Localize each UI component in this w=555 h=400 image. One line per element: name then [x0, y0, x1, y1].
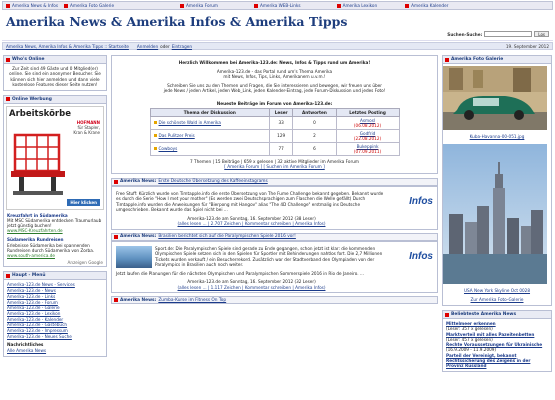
- whos-online-text: Zur Zeit sind 49 Gäste und 0 Mitglied(er) online. Sie sind ein anonymer Besucher. Sie können sich hier anmelden und dann viele kostenlose Features dieser Seite nutzen!: [9, 66, 101, 88]
- col-header: Antworten: [293, 108, 336, 116]
- menu-item[interactable]: Amerika-123.de - Kalender: [7, 316, 64, 322]
- news-label: Amerika News:: [120, 234, 157, 240]
- bullet-icon: [6, 4, 10, 8]
- topic-icon: [154, 134, 157, 137]
- search-button[interactable]: Los: [534, 31, 549, 37]
- popular-news-title: Beliebteste Amerika News: [451, 312, 517, 317]
- werbung-title: Online Werbung: [12, 96, 52, 102]
- topic-icon: [154, 121, 157, 124]
- forum-table: [150, 108, 400, 156]
- news-header: [111, 233, 438, 241]
- list-item-meta: (16.9.2009 - 11.9.2009): [446, 347, 497, 353]
- news-thumbnail[interactable]: [116, 246, 152, 268]
- popular-news-box: [442, 310, 552, 372]
- ad1-title[interactable]: Kreuzfahrt in Südamerika: [7, 212, 68, 218]
- news-more[interactable]: (alles lesen ... | 1.117 Zeichen | Kommentar schreiben | Amerika Infos): [177, 284, 326, 290]
- ads-by-google[interactable]: Anzeigen Google: [67, 260, 103, 266]
- menu-item[interactable]: Amerika-123.de - Galerie: [7, 305, 60, 311]
- main-menu-box: [3, 271, 107, 356]
- news-headline[interactable]: Erste Deutsche Übersetzung des Kaffeeinstagrams: [158, 179, 268, 185]
- list-item-meta: (Leser: 457 x gelesen): [446, 336, 493, 342]
- infos-logo: Infos: [409, 250, 433, 262]
- list-item[interactable]: Parteil der Vereinigt, bekannt Rechtssicherung des Zeigens in der Provinz Russland: [446, 352, 531, 369]
- topnav-forum[interactable]: Amerika Forum: [177, 2, 221, 9]
- menu-item[interactable]: Amerika-123.de - Links: [7, 293, 56, 299]
- news-text: Free Stuff: Kürzlich wurde von Timtapple.info die erste Übersetzung von The Fume Challenge bekannt gegeben. Bekannt wurde es durch die Serie "How I met your mother" (Es werden zwei Deutschsprachigen zum Flaschen die Welle gefällt) Durch Timtapple.info wurden die Anweisungen für "Bierpong mit Hangov" alias "The 4D Challenge" erstmalig ins Deutsche umgeschrieben. Bekannt wurde das Spiel nicht bei ...: [116, 190, 384, 213]
- last-post-date: (07.09.2011): [353, 148, 382, 154]
- last-post-date: (06.08.2012): [353, 122, 382, 128]
- ad-click-button[interactable]: Hier klicken: [67, 199, 100, 206]
- list-item[interactable]: Mittelmeer erkennen: [446, 321, 496, 326]
- answers-cell: 2: [293, 129, 336, 142]
- whos-online-title: Who's Online: [12, 57, 45, 62]
- news-label: Amerika News:: [120, 179, 157, 185]
- gallery-link[interactable]: Zur Amerika Foto-Galerie: [470, 297, 524, 302]
- current-date: 19. September 2012: [505, 43, 549, 49]
- readers-cell: 77: [270, 142, 293, 155]
- site-title[interactable]: Amerika News & Amerika Infos & Amerika Tipps: [6, 14, 348, 29]
- ad2-text: Erlebnisse Südamerika bei spannenden Rundreisen durch Südamerika von Zorba.: [7, 242, 95, 253]
- havana-car-photo[interactable]: [443, 66, 547, 130]
- photo-caption[interactable]: USA New York Skyline Oct 0028: [463, 288, 531, 293]
- answers-cell: 6: [293, 142, 336, 155]
- forum-latest-title: Neueste Beiträge im Forum von Amerika-123.de:: [216, 100, 333, 106]
- ad-title: Arbeitskörbe: [9, 108, 71, 119]
- news-item: [111, 241, 438, 294]
- bullet-icon: [254, 4, 258, 8]
- gallery-title: Amerika Foto Galerie: [451, 57, 504, 62]
- topnav-gallery[interactable]: Amerika Foto Galerie: [61, 2, 117, 9]
- breadcrumb-path[interactable]: Amerika News, Amerika Infos & Amerika Tipps :: Startseite: [6, 43, 129, 49]
- col-header: Letztes Posting: [336, 108, 399, 116]
- menu-item[interactable]: Amerika-123.de - Impressum: [7, 328, 68, 334]
- right-sidebar: [442, 55, 552, 376]
- bullet-icon: [180, 4, 184, 8]
- news-header: [111, 178, 438, 186]
- ad-sub1: für Stapler,: [77, 124, 100, 130]
- menu-item[interactable]: Amerika-123.de - Neues Suche: [7, 333, 72, 339]
- ad-brand: HOFMANN: [76, 119, 100, 125]
- welcome-line-4: jede News / jeden Artikel, jeden Web_Link, jeden Kalender-Eintrag, jede Forum-Diskussion und jedes Foto!: [163, 88, 386, 94]
- ad2-url[interactable]: www.south-america.de: [7, 253, 55, 259]
- ad-sub2: Kran & Krane: [73, 129, 100, 135]
- work-basket-image: [11, 129, 67, 197]
- topic-link[interactable]: Die schönste Wald in Amerika: [158, 120, 221, 126]
- menu-subheading: Nachrichtliches: [7, 342, 44, 348]
- site-header: [2, 11, 553, 41]
- news-footer: Amerika-123.de am Sonntag, 16. September 2012 (32 Leser): [187, 279, 316, 285]
- infos-logo: Infos: [409, 195, 433, 207]
- col-header: Thema der Diskussion: [150, 108, 270, 116]
- bullet-icon: [114, 180, 118, 184]
- login-link[interactable]: Anmelden: [136, 43, 159, 49]
- last-post-user[interactable]: Godfrid: [359, 130, 376, 136]
- readers-cell: 33: [270, 116, 293, 129]
- list-item[interactable]: Marktverteil mit alles Pazeitenbetten: [446, 331, 535, 337]
- table-row: [150, 116, 399, 129]
- bullet-icon: [445, 313, 449, 317]
- topic-link[interactable]: Das Pulitzer Preis: [158, 133, 195, 139]
- search-input[interactable]: [484, 31, 532, 37]
- news-headline[interactable]: Brasilien berichtet sich auf die Paralympischen Spiele 2016 vor!: [158, 234, 296, 240]
- welcome-line-3: Schreiben Sie uns zu den Themen und Fragen, die Sie interessieren und bewegen, wir freuen uns über: [167, 82, 382, 88]
- ad-text-1[interactable]: [4, 212, 106, 235]
- menu-item[interactable]: Amerika-123.de News - Services: [7, 282, 75, 288]
- forum-table-header: [150, 108, 399, 116]
- news-footer: Amerika-123.de am Sonntag, 16. September 2012 (38 Leser): [187, 215, 316, 221]
- topnav-kalender[interactable]: Amerika Kalender: [402, 2, 451, 9]
- bullet-icon: [114, 235, 118, 239]
- menu-item[interactable]: Amerika-123.de - Gästebuch: [7, 322, 68, 328]
- col-header: Leser: [270, 108, 293, 116]
- table-row: [150, 129, 399, 142]
- bullet-icon: [114, 298, 118, 302]
- welcome-line-2: mit News, Infos, Tips, Links, Amerikanern u.v.m.!: [223, 74, 326, 80]
- main-menu-list: [4, 280, 106, 355]
- forum-stats: 7 Themen | 15 Beiträge | 659 x gelesen | 32 aktive Mitglieder im Amerika Forum: [190, 158, 359, 164]
- main-menu-title: Haupt - Menü: [12, 273, 46, 279]
- search-form: [447, 31, 549, 37]
- register-link[interactable]: Eintragen: [171, 43, 192, 49]
- list-item-meta: (Leser: 357 x gelesen): [446, 326, 493, 332]
- left-sidebar: [3, 55, 107, 361]
- news-header: [111, 296, 438, 304]
- welcome-box: [111, 55, 438, 174]
- news-more[interactable]: (alles lesen ... | 2.707 Zeichen | Kommentar schreiben | Amerika Infos): [177, 221, 326, 227]
- menu-item[interactable]: Amerika-123.de - Lexikon: [7, 310, 61, 316]
- or-text: oder: [160, 43, 170, 49]
- topic-link[interactable]: Cowboys: [158, 146, 178, 152]
- topnav-news[interactable]: Amerika News & Infos: [3, 2, 61, 9]
- menu-item[interactable]: Amerika-123.de - News: [7, 288, 56, 294]
- menu-item[interactable]: Amerika-123.de - Forum: [7, 299, 58, 305]
- last-post-user[interactable]: Asmosl: [360, 117, 376, 123]
- bullet-icon: [6, 97, 10, 101]
- topnav-weblinks[interactable]: Amerika WEB-Links: [251, 2, 304, 9]
- photo-caption[interactable]: Kuba-Havanna-00-051.jpg: [469, 134, 525, 139]
- answers-cell: 0: [293, 116, 336, 129]
- breadcrumb: [2, 42, 553, 50]
- menu-item[interactable]: Alle Amerika News: [7, 348, 47, 354]
- news-item: [111, 186, 438, 230]
- popular-news-list: [443, 319, 551, 371]
- bullet-icon: [6, 58, 10, 62]
- forum-links[interactable]: [ Amerika Forum ] [ Suchen im Amerika Forum ]: [224, 164, 325, 170]
- welcome-heading: Herzlich Willkommen bei Amerika-123.de: News, Infos & Tipps rund um Amerika!: [178, 60, 371, 65]
- whos-online-box: [3, 55, 107, 91]
- bullet-icon: [6, 274, 10, 278]
- news-text-2: Jetzt laufen die Planungen für die nächsten Olympischen und Paralympischen Sommerspiele 2016 in Rio de Janeiro. ...: [116, 270, 364, 276]
- ad-banner-arbeitskoerbe[interactable]: [6, 106, 104, 210]
- ad1-url[interactable]: www.MSC-Kreuzfahrten.de: [7, 228, 63, 234]
- ad-text-2[interactable]: [4, 236, 106, 259]
- bullet-icon: [64, 4, 68, 8]
- main-content: [111, 55, 438, 304]
- ad1-text: Mit MSC Südamerika entdecken Traumurlaub jetzt günstig buchen!: [7, 217, 102, 229]
- gallery-box: [442, 55, 552, 306]
- werbung-box: [3, 95, 107, 268]
- bullet-icon: [445, 58, 449, 62]
- top-navigation: [2, 1, 553, 10]
- welcome-line-1: Amerika-123.de - das Portal rund um's Thema Amerika: [216, 68, 333, 74]
- list-item[interactable]: Rechte Voraussetzungen für Ukrainische: [446, 342, 543, 348]
- ad2-title[interactable]: Südamerika Rundreisen: [7, 237, 64, 243]
- news-headline[interactable]: Zumba-Kurse im Fitness On Top: [158, 297, 227, 303]
- news-label: Amerika News:: [120, 297, 157, 303]
- bullet-icon: [405, 4, 409, 8]
- new-york-skyline-photo[interactable]: [443, 144, 547, 284]
- readers-cell: 129: [270, 129, 293, 142]
- bullet-icon: [337, 4, 341, 8]
- search-label: Suchen-Suche:: [447, 31, 483, 37]
- topnav-lexikon[interactable]: Amerika Lexikon: [334, 2, 381, 9]
- last-post-date: (22.08.2012): [353, 135, 382, 141]
- topic-icon: [154, 147, 157, 150]
- table-row: [150, 142, 399, 155]
- last-post-user[interactable]: Bukeppink: [356, 143, 379, 149]
- news-text: Sport.de: Die Paralympischen Spiele sind gerade zu Ende gegangen, schon jetzt ist klar: die kommenden Olympischen Spiele setzen sich in den Spielen für Sportler mit Behinderungen nahtlos fort. Die 2,7 Millionen Tickets wurden verkauft / ein Besucherrekord. Zusätzlich war der Stadtverband den Olympiaden von der Paralympics in Brasilien auch noch weiter.: [155, 245, 383, 268]
